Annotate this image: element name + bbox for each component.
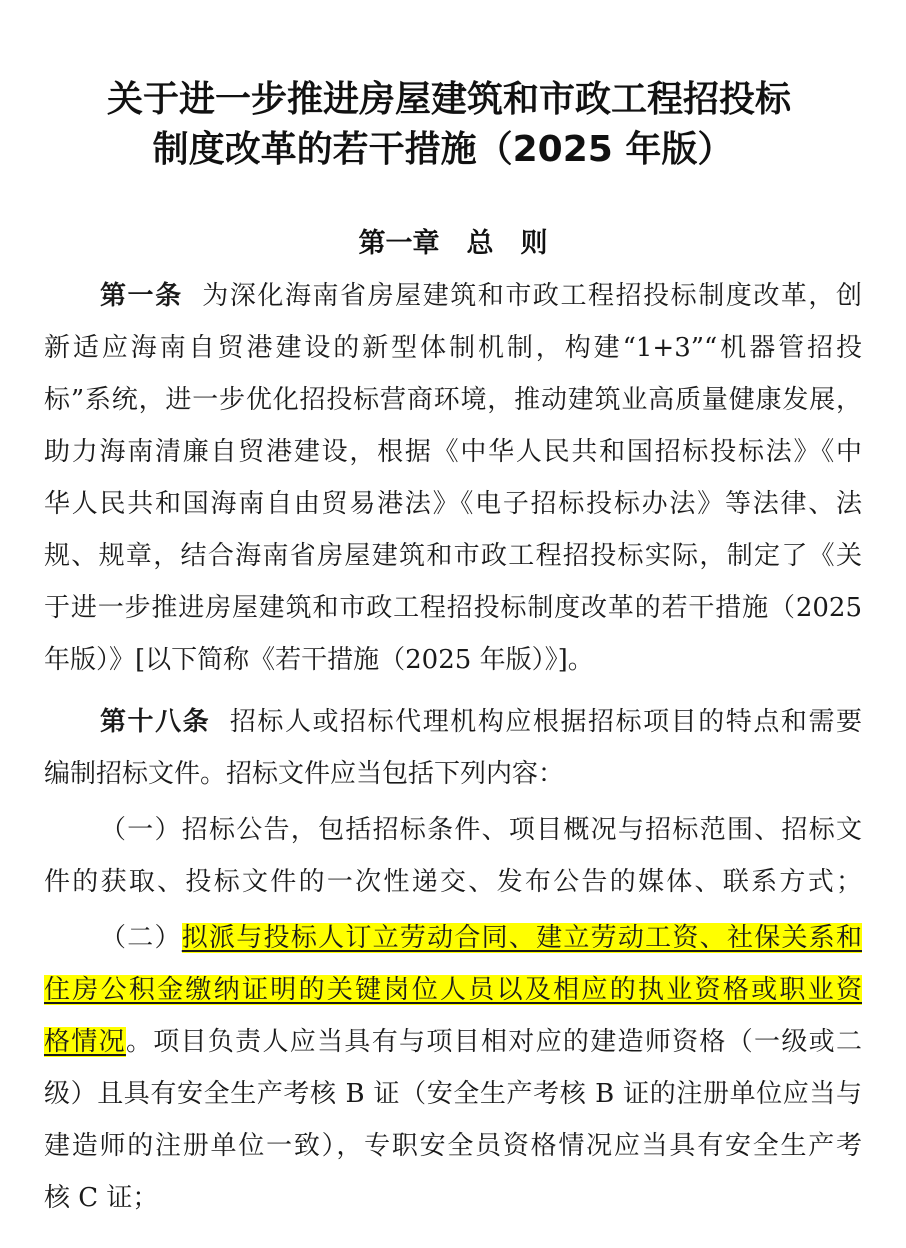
- item-2-line-2: [44, 964, 862, 1016]
- document-title-line-2: 制度改革的若干措施（2025 年版）: [152, 129, 734, 170]
- item-2-line-5: 建造师的注册单位一致），专职安全员资格情况应当具有安全生产考: [44, 1131, 862, 1161]
- article-1-text-1: 为深化海南省房屋建筑和市政工程招投标制度改革，创: [202, 281, 862, 311]
- document-title-line-1: 关于进一步推进房屋建筑和市政工程招投标: [106, 79, 791, 120]
- item-2-highlight-2: 住房公积金缴纳证明的关键岗位人员以及相应的执业资格或职业资: [44, 975, 862, 1005]
- article-18-label: 第十八条: [100, 707, 211, 737]
- article-18-line-1: [100, 696, 862, 748]
- item-2-prefix: （二）: [100, 923, 182, 953]
- article-1-line-5: 华人民共和国海南自由贸易港法》《电子招标投标办法》等法律、法: [44, 489, 862, 519]
- item-2-line-1: [100, 912, 862, 964]
- article-1-line-6: 规、规章，结合海南省房屋建筑和市政工程招投标实际，制定了《关: [44, 541, 862, 571]
- article-1-line-1: [100, 270, 862, 322]
- article-1-line-2: 新适应海南自贸港建设的新型体制机制，构建“1+3”“机器管招投: [44, 333, 862, 363]
- article-1-line-4: 助力海南清廉自贸港建设，根据《中华人民共和国招标投标法》《中: [44, 437, 862, 467]
- article-18-line-2: 编制招标文件。招标文件应当包括下列内容：: [44, 759, 565, 789]
- item-2-highlight-3: 格情况: [44, 1027, 126, 1057]
- article-1-line-3: 标”系统，进一步优化招投标营商环境，推动建筑业高质量健康发展，: [44, 385, 862, 415]
- article-1-line-7: 于进一步推进房屋建筑和市政工程招投标制度改革的若干措施（2025: [44, 593, 862, 623]
- article-18-text-1: 招标人或招标代理机构应根据招标项目的特点和需要: [229, 707, 862, 737]
- item-2-text-3: 。项目负责人应当具有与项目相对应的建造师资格（一级或二: [125, 1027, 862, 1057]
- chapter-heading: 第一章 总 则: [358, 228, 548, 259]
- item-2-line-4: 级）且具有安全生产考核 B 证（安全生产考核 B 证的注册单位应当与: [44, 1079, 862, 1109]
- item-2-line-6: 核 C 证；: [44, 1183, 159, 1213]
- item-2-line-3: [44, 1016, 862, 1068]
- item-1-line-1: （一）招标公告，包括招标条件、项目概况与招标范围、招标文: [100, 815, 862, 845]
- item-2-highlight-1: 拟派与投标人订立劳动合同、建立劳动工资、社保关系和: [181, 923, 862, 953]
- article-1-line-8: 年版）》[以下简称《若干措施（2025 年版）》]。: [44, 645, 594, 675]
- item-1-line-2: 件的获取、投标文件的一次性递交、发布公告的媒体、联系方式；: [44, 867, 862, 897]
- article-1-label: 第一条: [100, 281, 183, 311]
